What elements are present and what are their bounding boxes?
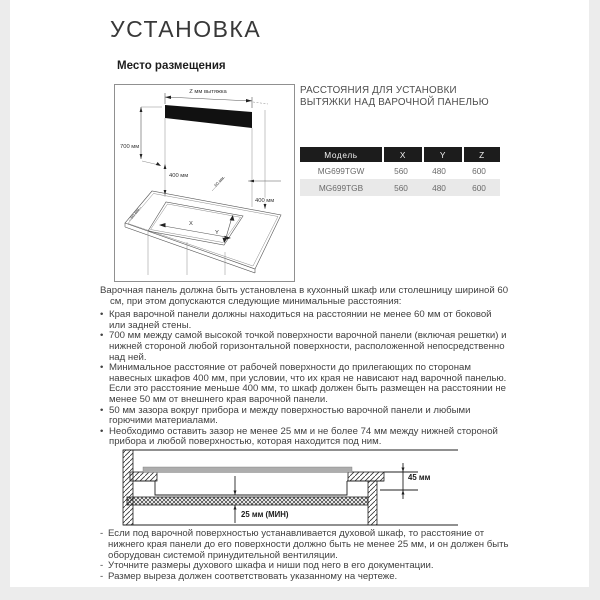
note-marker: - bbox=[100, 571, 104, 583]
page-title: УСТАНОВКА bbox=[110, 16, 262, 42]
note-item bbox=[100, 572, 512, 583]
bullet-marker: • bbox=[100, 404, 104, 416]
table-cell-model: MG699TGW bbox=[317, 165, 365, 176]
wall-section bbox=[123, 450, 133, 525]
cross-section-diagram bbox=[110, 446, 510, 528]
cabinet-panel-right bbox=[368, 481, 377, 525]
list-item bbox=[100, 427, 510, 448]
table-cell-y: 480 bbox=[432, 165, 446, 176]
note-text: Размер выреза должен соответствовать указанному на чертеже. bbox=[108, 571, 398, 583]
section-title: Место размещения bbox=[117, 60, 226, 72]
table-header-model: Модель bbox=[300, 147, 382, 162]
cabinet-clearance-right-label: 400 мм bbox=[255, 198, 275, 204]
recess-depth-label: 45 мм bbox=[408, 473, 431, 482]
hood-shape bbox=[165, 105, 252, 128]
list-item-text: Необходимо оставить зазор не менее 25 мм и не более 74 мм между нижней стороной прибора и любой поверхностью, которая находится под ним. bbox=[109, 425, 498, 448]
list-item-text: 50 мм зазора вокруг прибора и между поверхностью варочной панели и любыми горючими материалами. bbox=[109, 404, 471, 427]
note-marker: - bbox=[100, 560, 104, 572]
notes-list bbox=[100, 529, 512, 583]
table-header-z: Z bbox=[464, 147, 500, 162]
requirements-text bbox=[100, 286, 510, 448]
requirements-intro: Варочная панель должна быть установлена в кухонный шкаф или столешницу шириной 60 см, при этом допускаются следующие минимальные расстояния: bbox=[100, 285, 509, 307]
bottom-gap-label: 25 мм (МИН) bbox=[241, 510, 289, 519]
cabinet-clearance-left-label: 400 мм bbox=[169, 173, 189, 179]
shelf-section bbox=[127, 497, 368, 505]
page-margin-left bbox=[0, 0, 10, 600]
cross-section-drawing bbox=[110, 446, 510, 528]
list-item bbox=[100, 331, 510, 363]
table-cell-x: 560 bbox=[394, 182, 408, 193]
table-cell-x: 560 bbox=[394, 165, 408, 176]
table-cell-model: MG699TGB bbox=[318, 182, 364, 193]
counter-edge-right bbox=[348, 472, 384, 481]
list-item bbox=[100, 310, 510, 331]
hood-distances-heading-line2: ВЫТЯЖКИ НАД ВАРОЧНОЙ ПАНЕЛЬЮ bbox=[300, 96, 489, 108]
table-header-y: Y bbox=[424, 147, 462, 162]
bullet-marker: • bbox=[100, 425, 104, 437]
list-item-text: 700 мм между самой высокой точкой поверхности варочной панели (включая решетки) и нижней стороной любой горизонтальной поверхности, расположенной непосредственно над ней. bbox=[109, 330, 507, 363]
list-item bbox=[100, 363, 510, 405]
note-text: Уточните размеры духового шкафа и ниши под него в его документации. bbox=[108, 560, 434, 572]
table-cell-z: 600 bbox=[472, 182, 486, 193]
page-margin-bottom bbox=[0, 587, 600, 600]
cooktop-glass bbox=[143, 467, 352, 473]
table-row bbox=[300, 179, 500, 196]
table-row bbox=[300, 162, 500, 179]
hood-width-label: Z мм вытяжка bbox=[189, 89, 227, 95]
installation-diagram-drawing bbox=[115, 85, 294, 281]
wall-gap-back-label: 60 мм bbox=[213, 175, 225, 188]
note-text: Если под варочной поверхностью устанавливается духовой шкаф, то расстояние от нижнего края панели до его поверхности должно быть не менее 25 мм, и он должен быть оборудован системой принудительной вентиляции. bbox=[108, 528, 509, 561]
hood-distances-heading-line1: РАССТОЯНИЯ ДЛЯ УСТАНОВКИ bbox=[300, 85, 457, 96]
counter-edge-left bbox=[130, 472, 157, 481]
wall-gap-left-label: 60 мм bbox=[128, 207, 141, 220]
height-to-hood-label: 700 мм bbox=[120, 144, 140, 150]
table-cell-z: 600 bbox=[472, 165, 486, 176]
cutout-width-letter: X bbox=[189, 221, 193, 227]
bullet-marker: • bbox=[100, 309, 104, 321]
page-margin-right bbox=[589, 0, 600, 600]
cooktop-body bbox=[155, 481, 347, 495]
bullet-marker: • bbox=[100, 362, 104, 374]
note-marker: - bbox=[100, 528, 104, 539]
note-item bbox=[100, 529, 512, 561]
hood-distances-heading bbox=[300, 85, 506, 108]
list-item-text: Минимальное расстояние от рабочей поверхности до прилегающих по сторонам навесных шкафов 400 мм, при условии, что их края не нависают над варочной панелью. Если это расстояние меньше 400 мм, то шкаф должен быть размещен на расстоянии не менее 50 мм от внешнего края варочной панели. bbox=[109, 362, 507, 405]
list-item-text: Края варочной панели должны находиться на расстоянии не менее 60 мм от боковой или задней стены. bbox=[109, 309, 492, 331]
cutout-depth-letter: Y bbox=[215, 230, 219, 236]
model-dimensions-table bbox=[300, 147, 500, 196]
table-header-x: X bbox=[384, 147, 422, 162]
table-header-row bbox=[300, 147, 500, 162]
installation-diagram bbox=[114, 84, 295, 282]
bullet-marker: • bbox=[100, 330, 104, 342]
list-item bbox=[100, 406, 510, 427]
table-cell-y: 480 bbox=[432, 182, 446, 193]
